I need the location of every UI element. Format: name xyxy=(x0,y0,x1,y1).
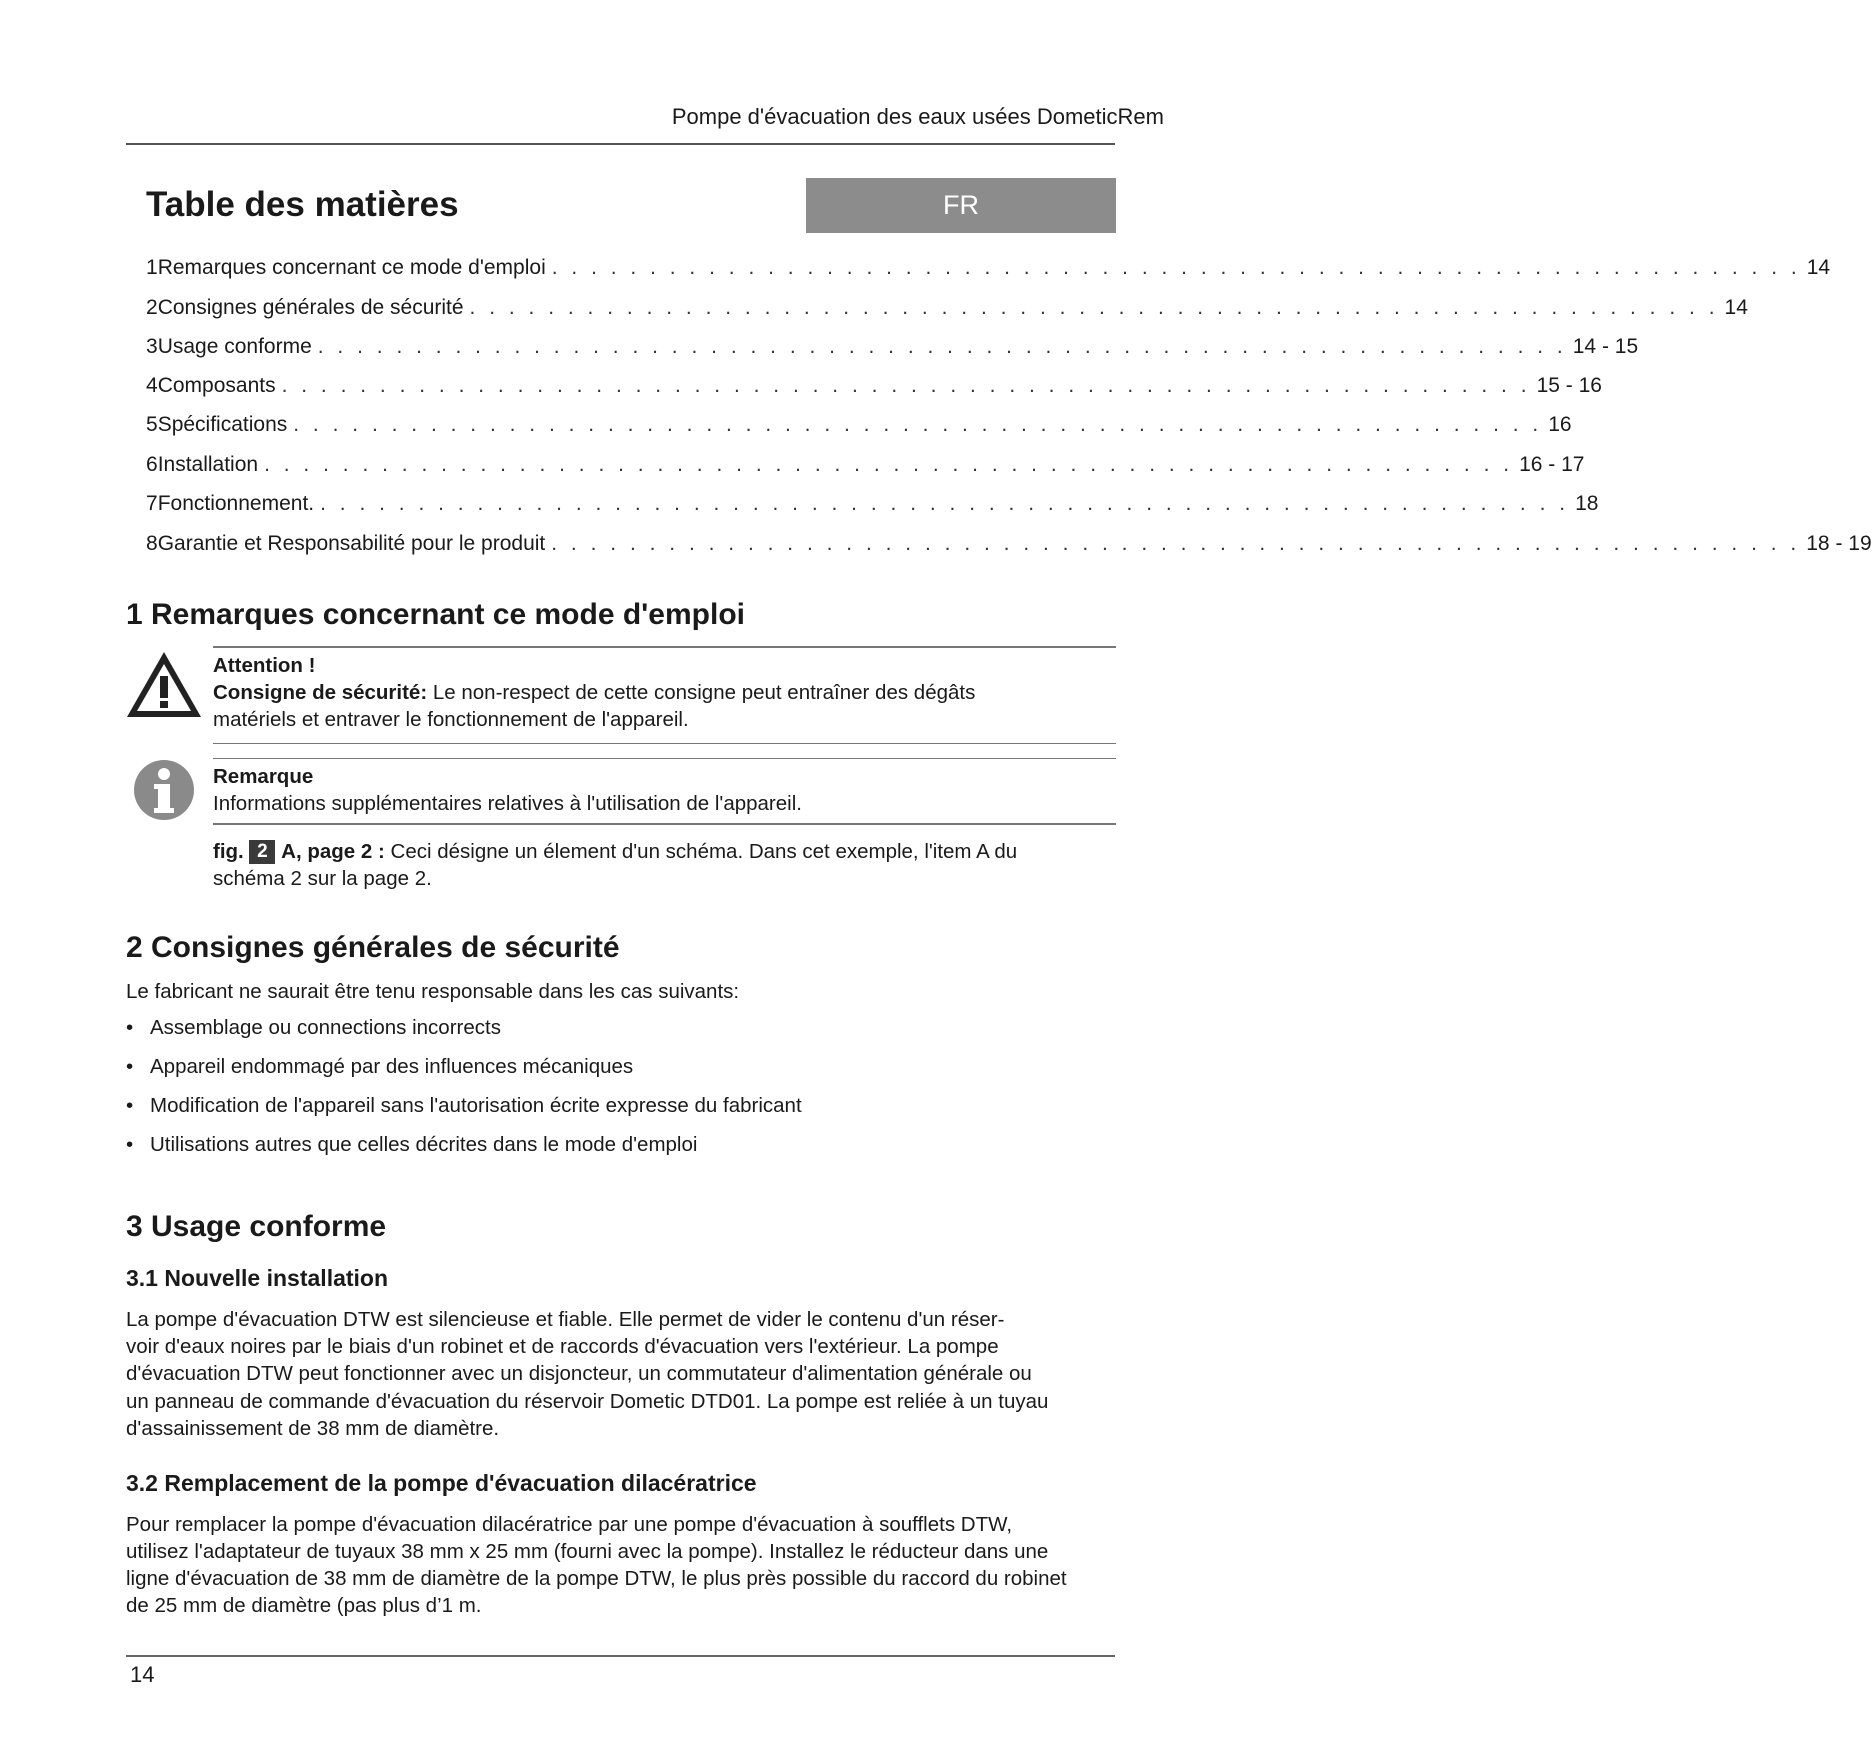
bullet-dot: • xyxy=(126,1055,134,1078)
toc-item[interactable] xyxy=(146,335,1639,365)
toc-item-label: Garantie et Responsabilité pour le produit xyxy=(157,532,546,555)
toc-item-label: Installation xyxy=(157,453,259,476)
toc-item-page: 18 xyxy=(1575,492,1599,515)
paragraph-line: d'assainissement de 38 mm de diamètre. xyxy=(126,1417,500,1440)
list-item-text: Appareil endommagé par des influences mécaniques xyxy=(150,1055,634,1078)
header-title-suffix: Rem xyxy=(1117,104,1164,129)
toc-item[interactable] xyxy=(146,453,1585,483)
section-1-title: 1 Remarques concernant ce mode d'emploi xyxy=(126,598,745,631)
remarque-text: Informations supplémentaires relatives à l'utilisation de l'appareil. xyxy=(213,792,802,815)
toc-item-page: 16 xyxy=(1548,413,1572,436)
toc-item[interactable] xyxy=(146,374,1602,404)
toc-leader-dots: . . . . . . . . . . . . . . . . . . . . . . . . . . . . . . . . . . . . . . . . . . . . . . . . . . . . . . . . . . . . . . . . xyxy=(551,256,1801,279)
toc-item-label: Composants xyxy=(157,374,276,397)
list-item xyxy=(126,1133,697,1157)
toc-item-label: Consignes générales de sécurité xyxy=(157,296,464,319)
remarque-bottom-rule xyxy=(213,823,1116,825)
header-title xyxy=(672,104,1164,130)
section-2-intro: Le fabricant ne saurait être tenu responsable dans les cas suivants: xyxy=(126,980,740,1003)
attention-label: Consigne de sécurité: xyxy=(213,681,428,704)
language-badge: FR xyxy=(806,178,1116,233)
warning-triangle-icon xyxy=(124,648,204,720)
toc-item-number: 8 xyxy=(146,532,158,555)
toc-item-number: 2 xyxy=(146,296,158,319)
toc-leader-dots: . . . . . . . . . . . . . . . . . . . . . . . . . . . . . . . . . . . . . . . . . . . . . . . . . . . . . . . . . . . . . . . . xyxy=(293,413,1543,436)
toc-item-number: 5 xyxy=(146,413,158,436)
attention-text-line-1 xyxy=(213,679,975,707)
attention-bottom-rule xyxy=(213,743,1116,744)
remarque-heading xyxy=(213,763,313,791)
toc-item[interactable] xyxy=(146,413,1572,443)
fig-reference-line-2: schéma 2 sur la page 2. xyxy=(213,867,432,890)
toc-item-number: 6 xyxy=(146,453,158,476)
list-item xyxy=(126,1094,802,1118)
toc-item-number: 7 xyxy=(146,492,158,515)
section-2-title: 2 Consignes générales de sécurité xyxy=(126,931,620,964)
attention-heading-text: Attention ! xyxy=(213,654,316,677)
bullet-dot: • xyxy=(126,1016,134,1039)
list-item xyxy=(126,1055,633,1079)
toc-item-page: 18 - 19 xyxy=(1806,532,1872,555)
paragraph-line: d'évacuation DTW peut fonctionner avec un disjoncteur, un commutateur d'alimentation générale ou xyxy=(126,1362,1032,1385)
header-divider xyxy=(126,143,1115,145)
toc-item-page: 16 - 17 xyxy=(1519,453,1585,476)
toc-leader-dots: . . . . . . . . . . . . . . . . . . . . . . . . . . . . . . . . . . . . . . . . . . . . . . . . . . . . . . . . . . . . . . . . xyxy=(469,296,1719,319)
toc-item[interactable] xyxy=(146,532,1872,562)
attention-text-line-2: matériels et entraver le fonctionnement de l'appareil. xyxy=(213,708,689,731)
header-title-brand: Dometic xyxy=(1036,104,1118,129)
toc-item-label: Usage conforme xyxy=(157,335,312,358)
attention-top-rule xyxy=(213,646,1116,648)
bullet-dot: • xyxy=(126,1094,134,1117)
paragraph-line: La pompe d'évacuation DTW est silencieuse et fiable. Elle permet de vider le contenu d'un réser- xyxy=(126,1308,1005,1331)
fig-reference-line-1 xyxy=(213,838,1017,866)
toc-item-page: 14 - 15 xyxy=(1572,335,1639,358)
section-3-title: 3 Usage conforme xyxy=(126,1210,387,1243)
toc-leader-dots: . . . . . . . . . . . . . . . . . . . . . . . . . . . . . . . . . . . . . . . . . . . . . . . . . . . . . . . . . . . . . . . . xyxy=(264,453,1514,476)
fig-ref: A, page 2 : xyxy=(281,840,385,863)
toc-item[interactable] xyxy=(146,256,1831,286)
toc-item-page: 14 xyxy=(1806,256,1831,279)
toc-leader-dots: . . . . . . . . . . . . . . . . . . . . . . . . . . . . . . . . . . . . . . . . . . . . . . . . . . . . . . . . . . . . . . . . xyxy=(281,374,1531,397)
footer-divider xyxy=(126,1655,1115,1657)
remarque-top-rule xyxy=(213,758,1116,759)
fig-prefix: fig. xyxy=(213,840,244,863)
attention-heading xyxy=(213,652,315,680)
toc-item[interactable] xyxy=(146,492,1599,522)
toc-item-number: 1 xyxy=(146,256,158,279)
paragraph-line: un panneau de commande d'évacuation du réservoir Dometic DTD01. La pompe est reliée à un tuyau xyxy=(126,1390,1049,1413)
toc-title: Table des matières xyxy=(146,185,459,224)
toc-item-page: 14 xyxy=(1724,296,1748,319)
info-icon xyxy=(132,758,196,822)
fig-text: Ceci désigne un élement d'un schéma. Dans cet exemple, l'item A du xyxy=(384,840,1018,863)
subsection-3-1-title: 3.1 Nouvelle installation xyxy=(126,1265,389,1291)
list-item-text: Assemblage ou connections incorrects xyxy=(150,1016,501,1039)
list-item xyxy=(126,1016,501,1040)
subsection-3-2-title: 3.2 Remplacement de la pompe d'évacuation dilacératrice xyxy=(126,1470,757,1496)
paragraph-line: voir d'eaux noires par le biais d'un robinet et de raccords d'évacuation vers l'extérieur. La pompe xyxy=(126,1335,999,1358)
toc-item-label: Remarques concernant ce mode d'emploi xyxy=(157,256,546,279)
paragraph-line: de 25 mm de diamètre (pas plus d’1 m. xyxy=(126,1594,482,1617)
bullet-dot: • xyxy=(126,1133,134,1156)
toc-leader-dots: . . . . . . . . . . . . . . . . . . . . . . . . . . . . . . . . . . . . . . . . . . . . . . . . . . . . . . . . . . . . . . . . xyxy=(317,335,1567,358)
toc-item-label: Fonctionnement. xyxy=(157,492,315,515)
toc-item[interactable] xyxy=(146,296,1748,326)
toc-leader-dots: . . . . . . . . . . . . . . . . . . . . . . . . . . . . . . . . . . . . . . . . . . . . . . . . . . . . . . . . . . . . . . . . xyxy=(551,532,1801,555)
toc-item-page: 15 - 16 xyxy=(1536,374,1602,397)
remarque-heading-text: Remarque xyxy=(213,765,314,788)
list-item-text: Utilisations autres que celles décrites dans le mode d'emploi xyxy=(150,1133,698,1156)
toc-leader-dots: . . . . . . . . . . . . . . . . . . . . . . . . . . . . . . . . . . . . . . . . . . . . . . . . . . . . . . . . . . . . . . . . xyxy=(320,492,1570,515)
paragraph-line: ligne d'évacuation de 38 mm de diamètre de la pompe DTW, le plus près possible du raccord du robinet xyxy=(126,1567,1067,1590)
list-item-text: Modification de l'appareil sans l'autorisation écrite expresse du fabricant xyxy=(150,1094,802,1117)
toc-item-label: Spécifications xyxy=(157,413,288,436)
paragraph-line: Pour remplacer la pompe d'évacuation dilacératrice par une pompe d'évacuation à soufflets DTW, xyxy=(126,1513,1013,1536)
page-number: 14 xyxy=(130,1662,155,1687)
toc-item-number: 3 xyxy=(146,335,158,358)
toc-item-number: 4 xyxy=(146,374,158,397)
header-title-prefix: Pompe d'évacuation des eaux usées xyxy=(671,104,1037,129)
attention-text: Le non-respect de cette consigne peut entraîner des dégâts xyxy=(427,681,976,704)
figure-number-box: 2 xyxy=(249,840,275,864)
paragraph-line: utilisez l'adaptateur de tuyaux 38 mm x 25 mm (fourni avec la pompe). Installez le réducteur dans une xyxy=(126,1540,1049,1563)
